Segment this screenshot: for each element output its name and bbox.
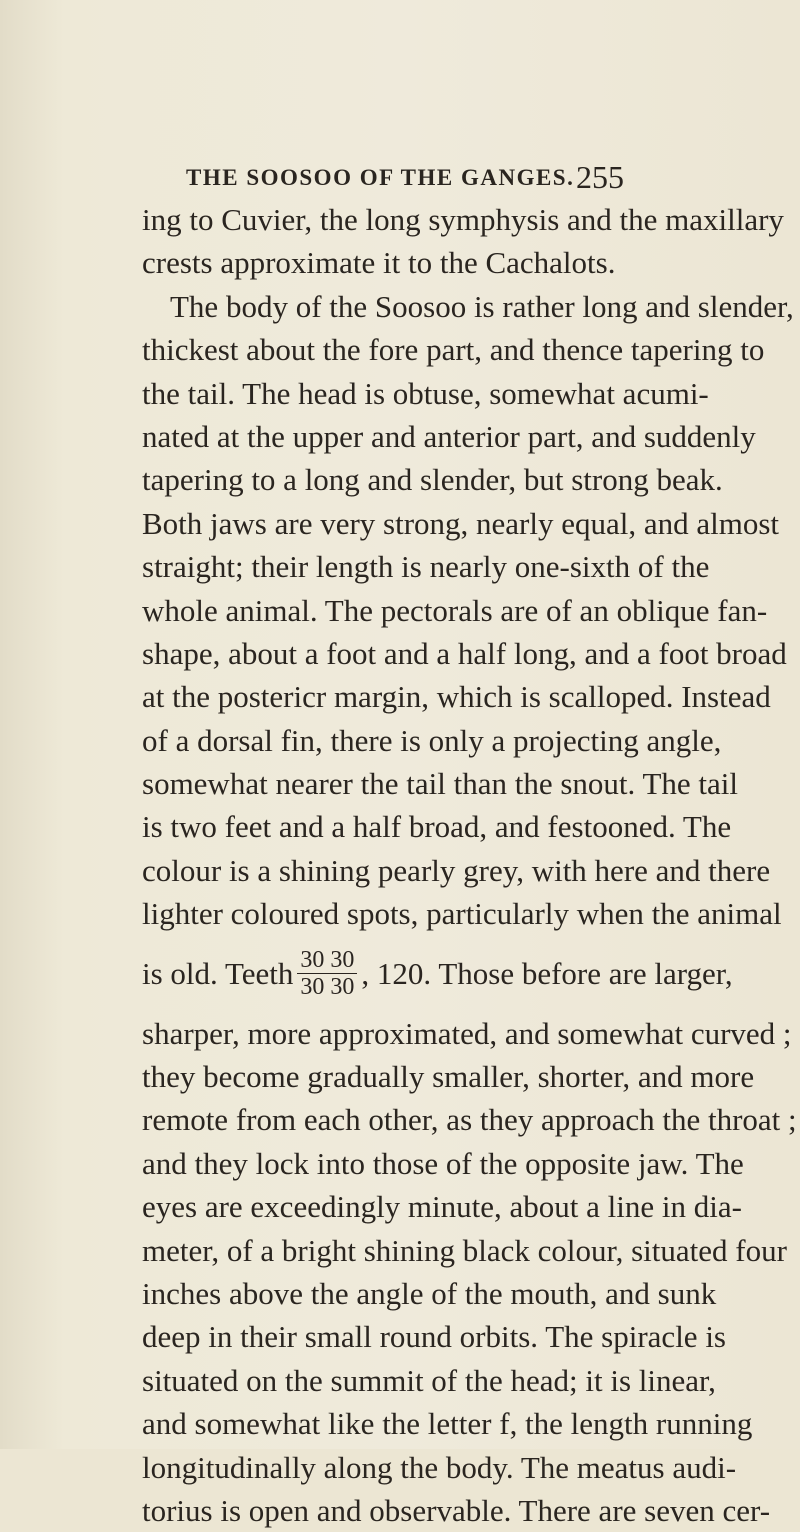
text-line: shape, about a foot and a half long, and a foot broad bbox=[142, 635, 787, 671]
teeth-line-after: , 120. Those before are larger, bbox=[361, 955, 733, 991]
text-line: at the postericr margin, which is scalloped. Instead bbox=[142, 679, 771, 715]
text-line: Both jaws are very strong, nearly equal, and almost bbox=[142, 505, 780, 541]
teeth-fraction bbox=[297, 947, 357, 1000]
text-line: deep in their small round orbits. The spiracle is bbox=[142, 1319, 726, 1355]
text-line: longitudinally along the body. The meatus audi- bbox=[142, 1449, 737, 1485]
page-number: 255 bbox=[576, 159, 624, 195]
text-line: they become gradually smaller, shorter, and more bbox=[142, 1059, 755, 1095]
teeth-formula-line bbox=[142, 936, 733, 1012]
text-line: ing to Cuvier, the long symphysis and the maxillary bbox=[142, 202, 784, 237]
teeth-line-before: is old. Teeth bbox=[142, 955, 294, 991]
text-line: lighter coloured spots, particularly when the animal bbox=[142, 896, 782, 932]
text-line: situated on the summit of the head; it is linear, bbox=[142, 1362, 716, 1398]
text-line: tapering to a long and slender, but strong beak. bbox=[142, 462, 723, 498]
body-text bbox=[142, 198, 797, 1532]
text-line: and they lock into those of the opposite jaw. The bbox=[142, 1145, 744, 1181]
text-line: is two feet and a half broad, and festooned. The bbox=[142, 809, 732, 845]
text-line: sharper, more approximated, and somewhat curved ; bbox=[142, 1015, 792, 1051]
text-line: The body of the Soosoo is rather long and slender, bbox=[170, 288, 794, 324]
teeth-fraction-denominator: 30 30 bbox=[300, 974, 355, 1001]
text-line: straight; their length is nearly one-sixth of the bbox=[142, 549, 710, 585]
text-line: inches above the angle of the mouth, and sunk bbox=[142, 1275, 717, 1311]
text-line: eyes are exceedingly minute, about a line in dia- bbox=[142, 1189, 742, 1225]
running-head: THE SOOSOO OF THE GANGES. bbox=[186, 165, 575, 190]
teeth-fraction-numerator: 30 30 bbox=[297, 947, 357, 974]
text-line: somewhat nearer the tail than the snout. The tail bbox=[142, 766, 738, 802]
text-line: remote from each other, as they approach the throat ; bbox=[142, 1102, 797, 1138]
text-line: of a dorsal fin, there is only a projecting angle, bbox=[142, 722, 722, 758]
text-line: colour is a shining pearly grey, with here and there bbox=[142, 852, 771, 888]
text-line: crests approximate it to the Cachalots. bbox=[142, 245, 616, 281]
text-line: whole animal. The pectorals are of an oblique fan- bbox=[142, 592, 768, 628]
text-line: torius is open and observable. There are seven cer- bbox=[142, 1492, 771, 1528]
text-line: nated at the upper and anterior part, and suddenly bbox=[142, 418, 756, 454]
text-line: the tail. The head is obtuse, somewhat acumi- bbox=[142, 375, 709, 411]
text-line: and somewhat like the letter f, the length running bbox=[142, 1406, 753, 1442]
text-line: meter, of a bright shining black colour, situated four bbox=[142, 1232, 787, 1268]
text-line: thickest about the fore part, and thence tapering to bbox=[142, 332, 765, 368]
